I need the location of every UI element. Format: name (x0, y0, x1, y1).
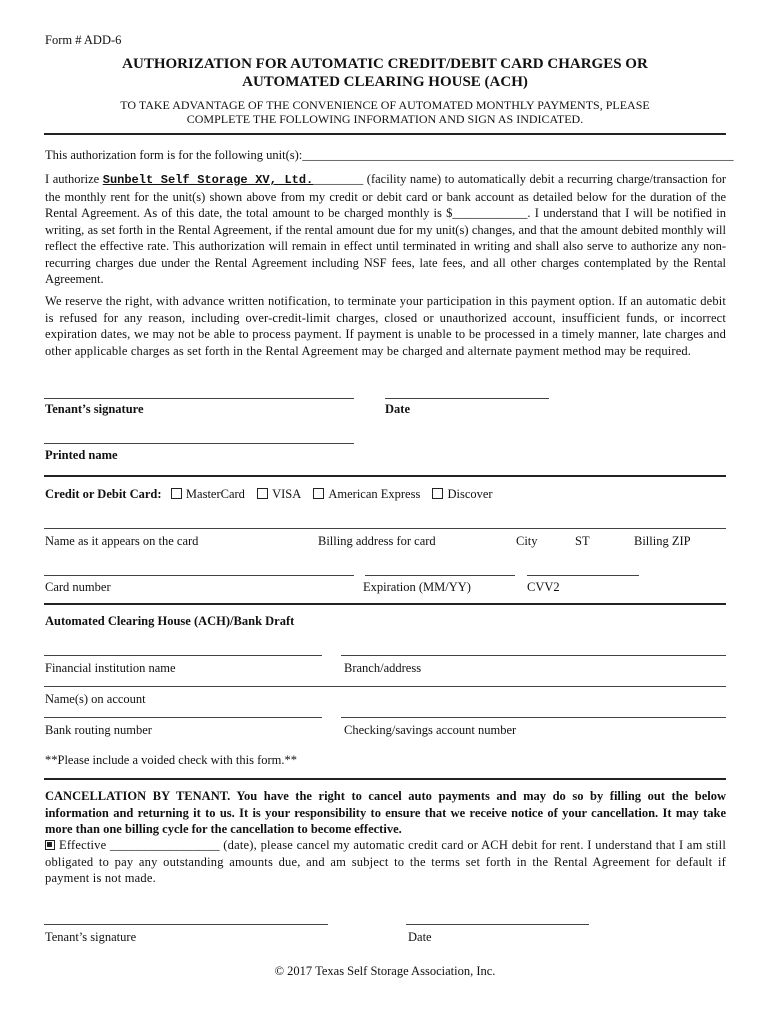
financial-institution-label: Financial institution name (45, 661, 176, 675)
units-label: This authorization form is for the following unit(s): (45, 148, 303, 162)
card-number-line[interactable] (44, 575, 354, 576)
form-title-line1: AUTHORIZATION FOR AUTOMATIC CREDIT/DEBIT CARD CHARGES OR (122, 56, 648, 72)
mastercard-option[interactable] (171, 487, 245, 501)
header-divider (44, 133, 726, 135)
cancel-checkbox[interactable] (45, 840, 55, 850)
card-type-row (45, 486, 502, 503)
cancellation-effective-text: Effective _________________ (date), please cancel my automatic credit card or ACH debit for rent. I understand that I am still obligated to pay any outstanding amounts due, and am subject to the terms set forth in the Rental Agreement for default if payment is not made. (45, 838, 726, 885)
branch-address-label: Branch/address (344, 661, 422, 675)
date2-label: Date (408, 930, 432, 944)
amex-label: American Express (328, 487, 421, 501)
date-label: Date (385, 402, 410, 416)
tenant-signature-line[interactable] (44, 398, 354, 399)
units-field[interactable]: _____________________________________________________________________ (302, 148, 734, 162)
names-on-account-line[interactable] (44, 686, 726, 687)
section-divider-card (44, 475, 726, 477)
ach-heading: Automated Clearing House (ACH)/Bank Draft (45, 614, 295, 628)
form-title-line2: AUTOMATED CLEARING HOUSE (ACH) (242, 74, 528, 90)
branch-address-line[interactable] (341, 655, 726, 656)
tenant-signature2-label: Tenant’s signature (45, 930, 137, 944)
expiration-line[interactable] (365, 575, 515, 576)
financial-institution-line[interactable] (44, 655, 322, 656)
units-row (45, 147, 734, 164)
subtitle-line2: COMPLETE THE FOLLOWING INFORMATION AND SIGN AS INDICATED. (186, 112, 584, 126)
billing-address-label: Billing address for card (318, 534, 436, 548)
cvv2-label: CVV2 (527, 580, 560, 594)
form-number: Form # ADD-6 (45, 33, 122, 47)
name-on-card-label: Name as it appears on the card (45, 534, 199, 548)
card-name-address-line[interactable] (44, 528, 726, 529)
cancellation-paragraph: CANCELLATION BY TENANT. You have the right to cancel auto payments and may do so by filling out the below information and returning it to us. It is your responsibility to ensure that we receive notice of your cancellation. It may take more than one billing cycle for the cancellation to become effective. (45, 789, 726, 836)
bank-routing-line[interactable] (44, 717, 322, 718)
visa-label: VISA (272, 487, 302, 501)
cvv2-line[interactable] (527, 575, 639, 576)
mastercard-checkbox[interactable] (171, 488, 182, 499)
card-heading: Credit or Debit Card: (45, 487, 162, 501)
billing-zip-label: Billing ZIP (634, 534, 691, 548)
visa-checkbox[interactable] (257, 488, 268, 499)
voided-check-note: **Please include a voided check with this form.** (45, 753, 298, 767)
discover-checkbox[interactable] (432, 488, 443, 499)
bank-routing-label: Bank routing number (45, 723, 152, 737)
city-label: City (516, 534, 538, 548)
tenant-signature-label: Tenant’s signature (45, 402, 144, 416)
st-label: ST (575, 534, 590, 548)
tenant-signature2-line[interactable] (44, 924, 328, 925)
account-number-label: Checking/savings account number (344, 723, 517, 737)
names-on-account-label: Name(s) on account (45, 692, 146, 706)
section-divider-cancel (44, 778, 726, 780)
section-divider-ach (44, 603, 726, 605)
subtitle-line1: TO TAKE ADVANTAGE OF THE CONVENIENCE OF AUTOMATED MONTHLY PAYMENTS, PLEASE (120, 98, 650, 112)
discover-label: Discover (447, 487, 493, 501)
facility-name-field[interactable]: Sunbelt Self Storage XV, Ltd. (102, 173, 314, 187)
reserve-paragraph: We reserve the right, with advance written notification, to terminate your participation in this payment option. If an automatic debit is refused for any reason, including over-credit-limit charges, closed or unauthorized account, insufficient funds, or incorrect expiration dates, we may not be able to process payment. If payment is unable to be processed in a timely manner, late charges and other applicable charges as set forth in the Rental Agreement may be charged and alternate payment method may be required. (45, 294, 726, 358)
expiration-label: Expiration (MM/YY) (363, 580, 471, 594)
cancellation-effective-paragraph (45, 837, 726, 887)
account-number-line[interactable] (341, 717, 726, 718)
visa-option[interactable] (257, 487, 301, 501)
authorize-prefix: I authorize (45, 172, 103, 186)
authorize-text: ________ (facility name) to automatically debit a recurring charge/transaction for the monthly rent for the unit(s) shown above from my credit or debit card or bank account as detailed below for the duration of the Rental Agreement. As of this date, the total amount to be charged monthly is $____________. I understand that I will be notified in writing, as set forth in the Rental Agreement, if the rental amount due for my unit(s) changes, and that the amount debited monthly will reflect the effective rate. This authorization will remain in effect until terminated in writing and shall also serve to authorize any non-recurring charges due under the Rental Agreement including NSF fees, late fees, and all other charges contemplated by the Rental Agreement. (45, 172, 726, 286)
authorization-paragraph (45, 171, 726, 288)
card-number-label: Card number (45, 580, 111, 594)
copyright-notice: © 2017 Texas Self Storage Association, Inc. (274, 964, 496, 978)
printed-name-line[interactable] (44, 443, 354, 444)
mastercard-label: MasterCard (185, 487, 245, 501)
discover-option[interactable] (432, 487, 492, 501)
date-line[interactable] (385, 398, 549, 399)
amex-checkbox[interactable] (313, 488, 324, 499)
date2-line[interactable] (406, 924, 589, 925)
printed-name-label: Printed name (45, 448, 118, 462)
amex-option[interactable] (313, 487, 420, 501)
